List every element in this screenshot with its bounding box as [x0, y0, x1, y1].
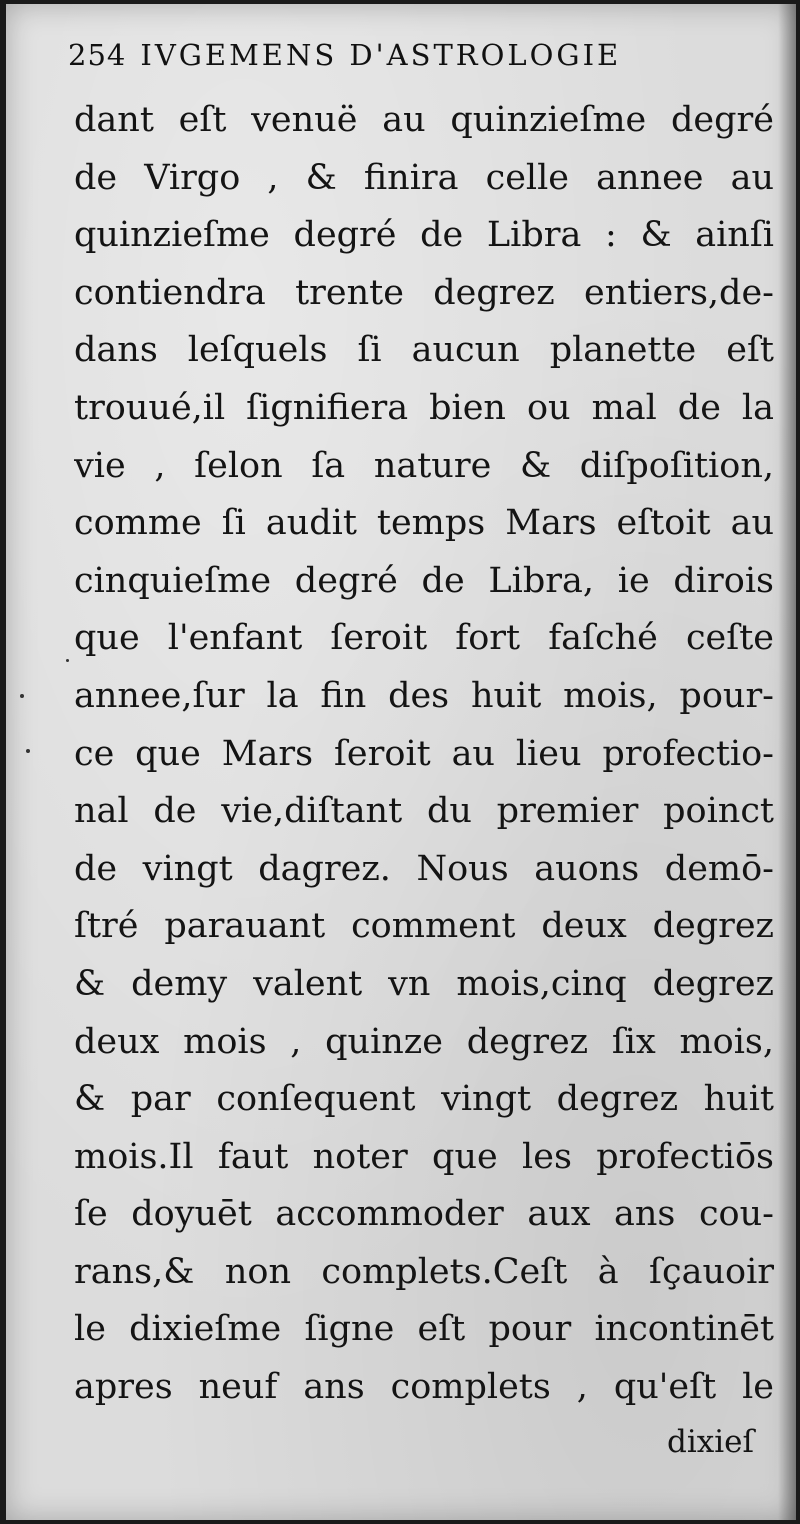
text-line: de vingt dagrez. Nous auons demō-: [74, 848, 774, 889]
text-line: le dixieſme ſigne eſt pour incontinēt: [74, 1309, 774, 1350]
page-number: 254: [68, 38, 127, 72]
ink-speck: [66, 659, 69, 662]
text-line: dans leſquels ſi aucun planette eſt: [74, 330, 774, 371]
text-line: dant eſt venuë au quinzieſme degré: [74, 100, 774, 140]
text-line: deux mois , quinze degrez ſix mois,: [74, 1021, 774, 1062]
book-page: [6, 4, 796, 1520]
text-line: de Virgo , & finira celle annee au: [74, 157, 774, 198]
text-line: & demy valent vn mois,cinq degrez: [74, 963, 774, 1004]
text-line: & par conſequent vingt degrez huit: [74, 1079, 774, 1120]
text-line: ſtré parauant comment deux degrez: [74, 906, 774, 947]
text-line: rans,& non complets.Ceſt à ſçauoir: [74, 1251, 774, 1292]
text-line: trouué,il ſignifiera bien ou mal de la: [74, 387, 774, 428]
running-title: IVGEMENS D'ASTROLOGIE: [140, 38, 622, 72]
text-line: ce que Mars ſeroit au lieu profectio-: [74, 733, 774, 774]
page-gutter-shadow: [778, 4, 796, 1520]
text-line: apres neuf ans complets , qu'eſt le: [74, 1367, 774, 1408]
text-line: mois.Il faut noter que les profectiōs: [74, 1136, 774, 1177]
text-line: cinquieſme degré de Libra, ie dirois: [74, 560, 774, 601]
text-line: contiendra trente degrez entiers,de-: [74, 272, 774, 313]
text-line: vie , ſelon ſa nature & diſpoſition,: [74, 445, 774, 486]
ink-speck: [20, 694, 24, 698]
text-line: ſe doyuēt accommoder aux ans cou-: [74, 1194, 774, 1235]
running-header: [68, 38, 621, 72]
text-line: comme ſi audit temps Mars eſtoit au: [74, 503, 774, 544]
body-text: [74, 92, 774, 1417]
ink-speck: [26, 749, 30, 753]
text-line: quinzieſme degré de Libra : & ainſi: [74, 215, 774, 256]
text-line: annee,ſur la fin des huit mois, pour-: [74, 675, 774, 716]
text-line: nal de vie,diſtant du premier poinct: [74, 791, 774, 832]
catchword: dixieſ: [667, 1424, 754, 1460]
text-line: que l'enfant ſeroit fort faſché ceſte: [74, 618, 774, 659]
